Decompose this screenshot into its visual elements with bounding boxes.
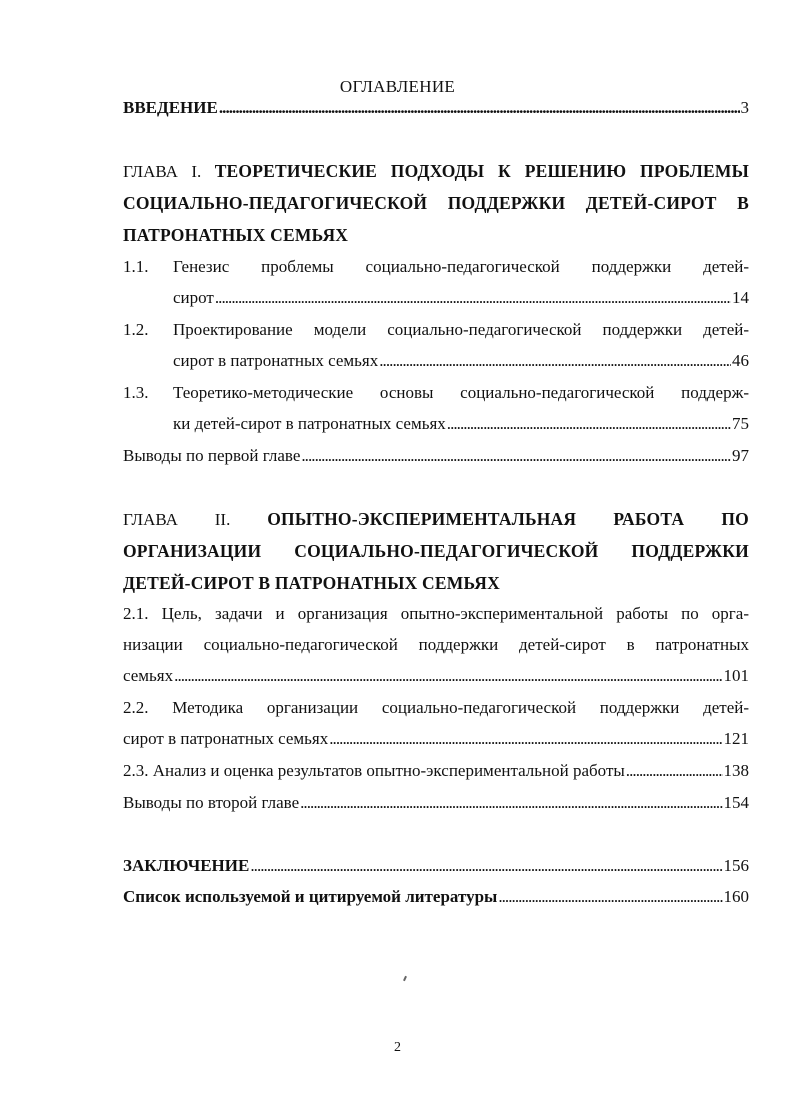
section-number: 1.1.	[123, 257, 149, 276]
section-title-line1: Теоретико-методические основы социально-педагогической поддерж-	[173, 383, 749, 402]
dot-leader	[329, 728, 722, 750]
chapter2-title-part1: ОПЫТНО-ЭКСПЕРИМЕНТАЛЬНАЯ РАБОТА ПО	[267, 509, 749, 529]
toc-entry-1-2-cont[interactable]	[173, 350, 749, 372]
toc-entry-2-1-line3[interactable]	[123, 665, 749, 687]
section-title-line1: Проектирование модели социально-педагогической поддержки детей-	[173, 320, 749, 339]
section-title-line2: сирот	[173, 288, 214, 307]
toc-entry-page: 138	[723, 761, 749, 780]
section-number: 1.2.	[123, 320, 149, 339]
chapter2-heading-line1	[123, 508, 749, 531]
section-number: 1.3.	[123, 383, 149, 402]
toc-entry-1-3-cont[interactable]	[173, 413, 749, 435]
dot-leader	[301, 445, 731, 467]
dot-leader	[219, 97, 740, 119]
dot-leader	[250, 855, 722, 877]
chapter1-prefix: ГЛАВА I.	[123, 162, 202, 181]
toc-entry-1-1-cont[interactable]	[173, 287, 749, 309]
section-title-line1: Генезис проблемы социально-педагогической поддержки детей-	[173, 257, 749, 276]
dot-leader	[379, 350, 731, 372]
toc-entry-page: 14	[732, 288, 749, 307]
toc-entry-page: 121	[723, 729, 749, 748]
chapter2-title-part2: ОРГАНИЗАЦИИ СОЦИАЛЬНО-ПЕДАГОГИЧЕСКОЙ ПОДДЕРЖКИ	[123, 541, 749, 561]
toc-entry-page: 101	[723, 666, 749, 685]
chapter2-title-part3: ДЕТЕЙ-СИРОТ В ПАТРОНАТНЫХ СЕМЬЯХ	[123, 573, 500, 593]
toc-entry-label: Выводы по второй главе	[123, 793, 300, 812]
toc-entry-conclusion[interactable]	[123, 855, 749, 877]
section-title-line2: сирот в патронатных семьях	[173, 351, 379, 370]
toc-entry-page: 75	[732, 414, 749, 433]
dot-leader	[174, 665, 722, 687]
toc-entry-label: ВВЕДЕНИЕ	[123, 98, 218, 117]
dot-leader	[626, 760, 723, 782]
chapter1-title-part2: СОЦИАЛЬНО-ПЕДАГОГИЧЕСКОЙ ПОДДЕРЖКИ ДЕТЕЙ-СИРОТ В	[123, 193, 749, 213]
dot-leader	[447, 413, 731, 435]
scan-speck	[403, 976, 407, 981]
toc-entry-page: 154	[723, 793, 749, 812]
toc-entry-page: 160	[723, 887, 749, 906]
toc-entry-2-2-line2[interactable]	[123, 728, 749, 750]
section-title-line2: сирот в патронатных семьях	[123, 729, 329, 748]
toc-entry-page: 97	[732, 446, 749, 465]
toc-entry-2-1[interactable]: 2.1. Цель, задачи и организация опытно-экспериментальной работы по орга-	[123, 604, 749, 623]
toc-entry-label: Список используемой и цитируемой литературы	[123, 887, 498, 906]
toc-entry-label: Выводы по первой главе	[123, 446, 301, 465]
section-title-line2: ки детей-сирот в патронатных семьях	[173, 414, 446, 433]
chapter1-title-part3: ПАТРОНАТНЫХ СЕМЬЯХ	[123, 225, 349, 245]
toc-entry-page: 156	[723, 856, 749, 875]
dot-leader	[215, 287, 731, 309]
chapter1-title-part1: ТЕОРЕТИЧЕСКИЕ ПОДХОДЫ К РЕШЕНИЮ ПРОБЛЕМЫ	[214, 161, 749, 181]
toc-entry-conclusions-2[interactable]	[123, 792, 749, 814]
toc-entry-conclusions-1[interactable]	[123, 445, 749, 467]
toc-entry-2-2[interactable]: 2.2. Методика организации социально-педагогической поддержки детей-	[123, 698, 749, 717]
toc-entry-label: ЗАКЛЮЧЕНИЕ	[123, 856, 250, 875]
toc-entry-page: 46	[732, 351, 749, 370]
chapter1-heading-line1	[123, 160, 749, 183]
chapter2-prefix: ГЛАВА II.	[123, 510, 231, 529]
page-number: 2	[394, 1040, 401, 1055]
section-title-line1: 2.3. Анализ и оценка результатов опытно-экспериментальной работы	[123, 761, 625, 780]
toc-entry-page: 3	[740, 98, 749, 117]
toc-title: ОГЛАВЛЕНИЕ	[339, 77, 456, 96]
dot-leader	[300, 792, 722, 814]
toc-entry-2-1-line2[interactable]: низации социально-педагогической поддержки детей-сирот в патронатных	[123, 635, 749, 654]
toc-entry-2-3[interactable]	[123, 760, 749, 782]
toc-entry-intro[interactable]	[123, 97, 749, 119]
dot-leader	[498, 886, 722, 908]
section-title-line3: семьях	[123, 666, 174, 685]
toc-entry-references[interactable]	[123, 886, 749, 908]
